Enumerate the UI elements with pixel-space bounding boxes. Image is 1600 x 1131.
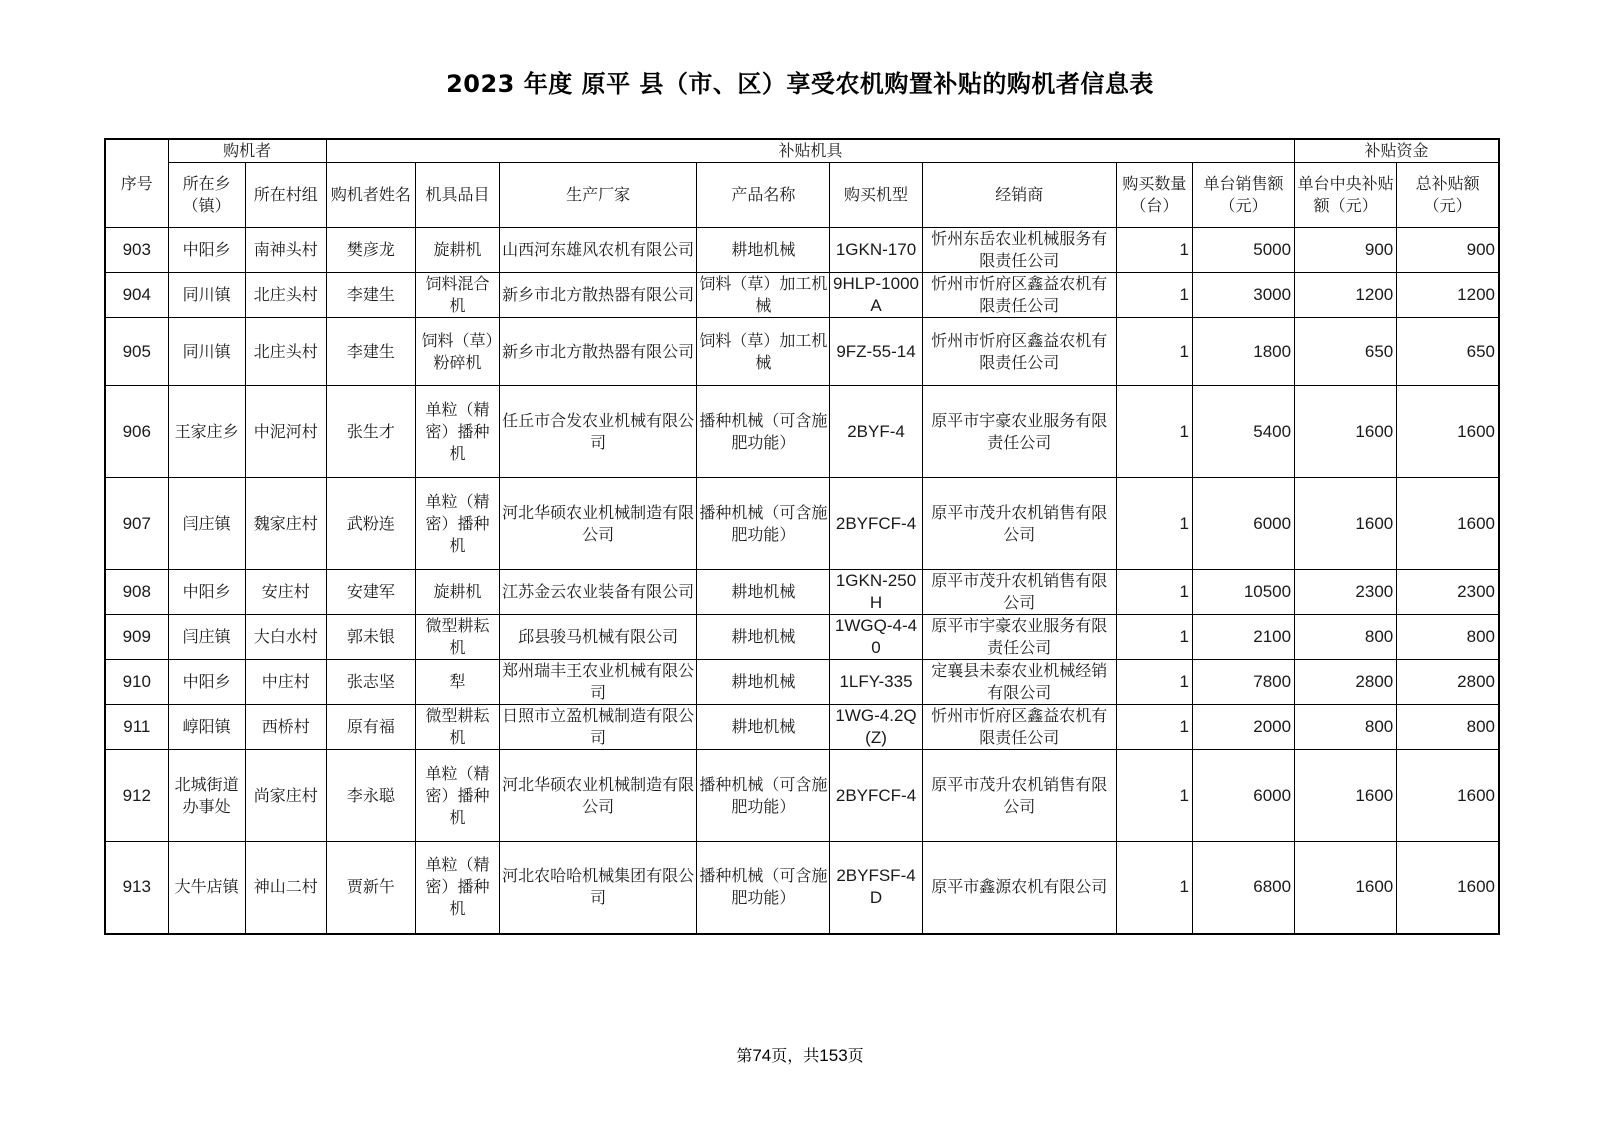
cell-central-subsidy: 1600 xyxy=(1295,842,1397,934)
cell-unit-price: 6000 xyxy=(1192,750,1294,842)
cell-product-name: 饲料（草）加工机械 xyxy=(697,273,830,318)
cell-product-name: 耕地机械 xyxy=(697,228,830,273)
buyer-info-table xyxy=(104,138,1500,935)
cell-machine-category: 犁 xyxy=(415,660,499,705)
cell-dealer: 原平市鑫源农机有限公司 xyxy=(922,842,1116,934)
cell-quantity: 1 xyxy=(1116,478,1192,570)
cell-model: 1WG-4.2Q(Z) xyxy=(830,705,922,750)
table-row xyxy=(105,570,1499,615)
cell-seq: 910 xyxy=(105,660,168,705)
cell-village: 尚家庄村 xyxy=(245,750,326,842)
header-manufacturer: 生产厂家 xyxy=(500,163,697,228)
header-group-machine: 补贴机具 xyxy=(326,139,1294,163)
cell-buyer-name: 郭未银 xyxy=(326,615,415,660)
header-unit-price: 单台销售额（元） xyxy=(1192,163,1294,228)
cell-machine-category: 旋耕机 xyxy=(415,570,499,615)
cell-total-subsidy: 1600 xyxy=(1397,842,1499,934)
cell-unit-price: 5400 xyxy=(1192,386,1294,478)
cell-unit-price: 7800 xyxy=(1192,660,1294,705)
cell-township: 大牛店镇 xyxy=(168,842,245,934)
cell-buyer-name: 贾新午 xyxy=(326,842,415,934)
header-group-buyer: 购机者 xyxy=(168,139,326,163)
cell-total-subsidy: 1600 xyxy=(1397,386,1499,478)
cell-village: 大白水村 xyxy=(245,615,326,660)
cell-manufacturer: 新乡市北方散热器有限公司 xyxy=(500,318,697,386)
cell-manufacturer: 郑州瑞丰王农业机械有限公司 xyxy=(500,660,697,705)
cell-manufacturer: 邱县骏马机械有限公司 xyxy=(500,615,697,660)
cell-dealer: 忻州东岳农业机械服务有限责任公司 xyxy=(922,228,1116,273)
cell-central-subsidy: 900 xyxy=(1295,228,1397,273)
footer-suffix: 页 xyxy=(847,1046,864,1065)
cell-central-subsidy: 1600 xyxy=(1295,478,1397,570)
cell-quantity: 1 xyxy=(1116,750,1192,842)
cell-machine-category: 单粒（精密）播种机 xyxy=(415,750,499,842)
cell-buyer-name: 原有福 xyxy=(326,705,415,750)
cell-township: 闫庄镇 xyxy=(168,478,245,570)
cell-total-subsidy: 800 xyxy=(1397,705,1499,750)
cell-buyer-name: 安建军 xyxy=(326,570,415,615)
table-row xyxy=(105,705,1499,750)
cell-seq: 906 xyxy=(105,386,168,478)
cell-village: 南神头村 xyxy=(245,228,326,273)
cell-product-name: 耕地机械 xyxy=(697,615,830,660)
cell-seq: 909 xyxy=(105,615,168,660)
cell-model: 9HLP-1000A xyxy=(830,273,922,318)
cell-village: 中泥河村 xyxy=(245,386,326,478)
cell-unit-price: 2100 xyxy=(1192,615,1294,660)
cell-buyer-name: 李建生 xyxy=(326,273,415,318)
cell-machine-category: 单粒（精密）播种机 xyxy=(415,478,499,570)
cell-township: 中阳乡 xyxy=(168,570,245,615)
cell-township: 崞阳镇 xyxy=(168,705,245,750)
cell-seq: 911 xyxy=(105,705,168,750)
cell-product-name: 播种机械（可含施肥功能） xyxy=(697,478,830,570)
cell-product-name: 耕地机械 xyxy=(697,660,830,705)
cell-total-subsidy: 1600 xyxy=(1397,478,1499,570)
footer-page-number: 74 xyxy=(752,1046,772,1065)
cell-central-subsidy: 2300 xyxy=(1295,570,1397,615)
cell-unit-price: 3000 xyxy=(1192,273,1294,318)
table-row xyxy=(105,386,1499,478)
cell-quantity: 1 xyxy=(1116,273,1192,318)
cell-village: 西桥村 xyxy=(245,705,326,750)
footer-prefix: 第 xyxy=(736,1046,753,1065)
cell-seq: 907 xyxy=(105,478,168,570)
cell-product-name: 耕地机械 xyxy=(697,570,830,615)
cell-dealer: 原平市茂升农机销售有限公司 xyxy=(922,478,1116,570)
cell-total-subsidy: 2800 xyxy=(1397,660,1499,705)
header-group-row xyxy=(105,139,1499,163)
cell-manufacturer: 河北华硕农业机械制造有限公司 xyxy=(500,750,697,842)
cell-unit-price: 10500 xyxy=(1192,570,1294,615)
cell-dealer: 原平市宇豪农业服务有限责任公司 xyxy=(922,386,1116,478)
cell-total-subsidy: 900 xyxy=(1397,228,1499,273)
cell-machine-category: 微型耕耘机 xyxy=(415,705,499,750)
cell-model: 2BYF-4 xyxy=(830,386,922,478)
cell-dealer: 原平市茂升农机销售有限公司 xyxy=(922,570,1116,615)
cell-total-subsidy: 650 xyxy=(1397,318,1499,386)
cell-village: 中庄村 xyxy=(245,660,326,705)
page-title: 2023 年度 原平 县（市、区）享受农机购置补贴的购机者信息表 xyxy=(446,70,1154,98)
cell-quantity: 1 xyxy=(1116,615,1192,660)
cell-buyer-name: 张生才 xyxy=(326,386,415,478)
cell-manufacturer: 新乡市北方散热器有限公司 xyxy=(500,273,697,318)
table-row xyxy=(105,842,1499,934)
cell-township: 王家庄乡 xyxy=(168,386,245,478)
cell-village: 神山二村 xyxy=(245,842,326,934)
cell-machine-category: 微型耕耘机 xyxy=(415,615,499,660)
header-dealer: 经销商 xyxy=(922,163,1116,228)
header-machine-category: 机具品目 xyxy=(415,163,499,228)
cell-seq: 908 xyxy=(105,570,168,615)
cell-buyer-name: 李建生 xyxy=(326,318,415,386)
header-village: 所在村组 xyxy=(245,163,326,228)
header-group-funds: 补贴资金 xyxy=(1295,139,1499,163)
header-model: 购买机型 xyxy=(830,163,922,228)
table-row xyxy=(105,318,1499,386)
header-township: 所在乡（镇） xyxy=(168,163,245,228)
header-column-row xyxy=(105,163,1499,228)
cell-product-name: 播种机械（可含施肥功能） xyxy=(697,386,830,478)
cell-seq: 912 xyxy=(105,750,168,842)
cell-machine-category: 单粒（精密）播种机 xyxy=(415,386,499,478)
cell-central-subsidy: 800 xyxy=(1295,615,1397,660)
cell-unit-price: 5000 xyxy=(1192,228,1294,273)
cell-central-subsidy: 2800 xyxy=(1295,660,1397,705)
cell-buyer-name: 张志坚 xyxy=(326,660,415,705)
cell-model: 2BYFCF-4 xyxy=(830,750,922,842)
cell-model: 2BYFSF-4D xyxy=(830,842,922,934)
cell-quantity: 1 xyxy=(1116,386,1192,478)
cell-buyer-name: 武粉连 xyxy=(326,478,415,570)
cell-seq: 903 xyxy=(105,228,168,273)
cell-buyer-name: 李永聪 xyxy=(326,750,415,842)
cell-quantity: 1 xyxy=(1116,228,1192,273)
cell-dealer: 原平市宇豪农业服务有限责任公司 xyxy=(922,615,1116,660)
cell-manufacturer: 日照市立盈机械制造有限公司 xyxy=(500,705,697,750)
cell-quantity: 1 xyxy=(1116,660,1192,705)
cell-model: 1WGQ-4-40 xyxy=(830,615,922,660)
table-row xyxy=(105,228,1499,273)
page-footer xyxy=(0,1043,1600,1066)
cell-dealer: 原平市茂升农机销售有限公司 xyxy=(922,750,1116,842)
header-total-subsidy: 总补贴额（元） xyxy=(1397,163,1499,228)
footer-mid: 页，共 xyxy=(771,1046,820,1065)
cell-dealer: 忻州市忻府区鑫益农机有限责任公司 xyxy=(922,273,1116,318)
cell-machine-category: 旋耕机 xyxy=(415,228,499,273)
cell-manufacturer: 山西河东雄风农机有限公司 xyxy=(500,228,697,273)
table-row xyxy=(105,750,1499,842)
cell-township: 中阳乡 xyxy=(168,228,245,273)
cell-dealer: 忻州市忻府区鑫益农机有限责任公司 xyxy=(922,318,1116,386)
cell-central-subsidy: 800 xyxy=(1295,705,1397,750)
cell-manufacturer: 任丘市合发农业机械有限公司 xyxy=(500,386,697,478)
cell-unit-price: 6800 xyxy=(1192,842,1294,934)
cell-machine-category: 饲料（草）粉碎机 xyxy=(415,318,499,386)
header-central-subsidy: 单台中央补贴额（元） xyxy=(1295,163,1397,228)
cell-dealer: 定襄县未泰农业机械经销有限公司 xyxy=(922,660,1116,705)
cell-township: 中阳乡 xyxy=(168,660,245,705)
cell-unit-price: 1800 xyxy=(1192,318,1294,386)
cell-product-name: 播种机械（可含施肥功能） xyxy=(697,750,830,842)
cell-total-subsidy: 800 xyxy=(1397,615,1499,660)
cell-unit-price: 6000 xyxy=(1192,478,1294,570)
cell-model: 2BYFCF-4 xyxy=(830,478,922,570)
cell-central-subsidy: 1600 xyxy=(1295,386,1397,478)
header-quantity: 购买数量（台） xyxy=(1116,163,1192,228)
cell-model: 9FZ-55-14 xyxy=(830,318,922,386)
table-row xyxy=(105,615,1499,660)
cell-quantity: 1 xyxy=(1116,570,1192,615)
header-product-name: 产品名称 xyxy=(697,163,830,228)
cell-manufacturer: 江苏金云农业装备有限公司 xyxy=(500,570,697,615)
cell-machine-category: 饲料混合机 xyxy=(415,273,499,318)
cell-central-subsidy: 1600 xyxy=(1295,750,1397,842)
cell-manufacturer: 河北农哈哈机械集团有限公司 xyxy=(500,842,697,934)
table-row xyxy=(105,478,1499,570)
table-row xyxy=(105,660,1499,705)
cell-dealer: 忻州市忻府区鑫益农机有限责任公司 xyxy=(922,705,1116,750)
cell-model: 1LFY-335 xyxy=(830,660,922,705)
footer-total-pages: 153 xyxy=(819,1046,848,1065)
cell-seq: 913 xyxy=(105,842,168,934)
cell-quantity: 1 xyxy=(1116,318,1192,386)
cell-product-name: 饲料（草）加工机械 xyxy=(697,318,830,386)
cell-seq: 905 xyxy=(105,318,168,386)
cell-model: 1GKN-250H xyxy=(830,570,922,615)
cell-village: 魏家庄村 xyxy=(245,478,326,570)
cell-total-subsidy: 1600 xyxy=(1397,750,1499,842)
table-row xyxy=(105,273,1499,318)
cell-township: 同川镇 xyxy=(168,273,245,318)
cell-product-name: 耕地机械 xyxy=(697,705,830,750)
cell-manufacturer: 河北华硕农业机械制造有限公司 xyxy=(500,478,697,570)
cell-township: 北城街道办事处 xyxy=(168,750,245,842)
cell-township: 闫庄镇 xyxy=(168,615,245,660)
cell-buyer-name: 樊彦龙 xyxy=(326,228,415,273)
header-seq: 序号 xyxy=(105,139,168,228)
cell-model: 1GKN-170 xyxy=(830,228,922,273)
cell-central-subsidy: 1200 xyxy=(1295,273,1397,318)
cell-seq: 904 xyxy=(105,273,168,318)
cell-total-subsidy: 1200 xyxy=(1397,273,1499,318)
cell-product-name: 播种机械（可含施肥功能） xyxy=(697,842,830,934)
cell-unit-price: 2000 xyxy=(1192,705,1294,750)
cell-central-subsidy: 650 xyxy=(1295,318,1397,386)
cell-village: 北庄头村 xyxy=(245,318,326,386)
cell-village: 安庄村 xyxy=(245,570,326,615)
cell-township: 同川镇 xyxy=(168,318,245,386)
cell-quantity: 1 xyxy=(1116,842,1192,934)
cell-total-subsidy: 2300 xyxy=(1397,570,1499,615)
cell-village: 北庄头村 xyxy=(245,273,326,318)
cell-quantity: 1 xyxy=(1116,705,1192,750)
cell-machine-category: 单粒（精密）播种机 xyxy=(415,842,499,934)
header-buyer-name: 购机者姓名 xyxy=(326,163,415,228)
